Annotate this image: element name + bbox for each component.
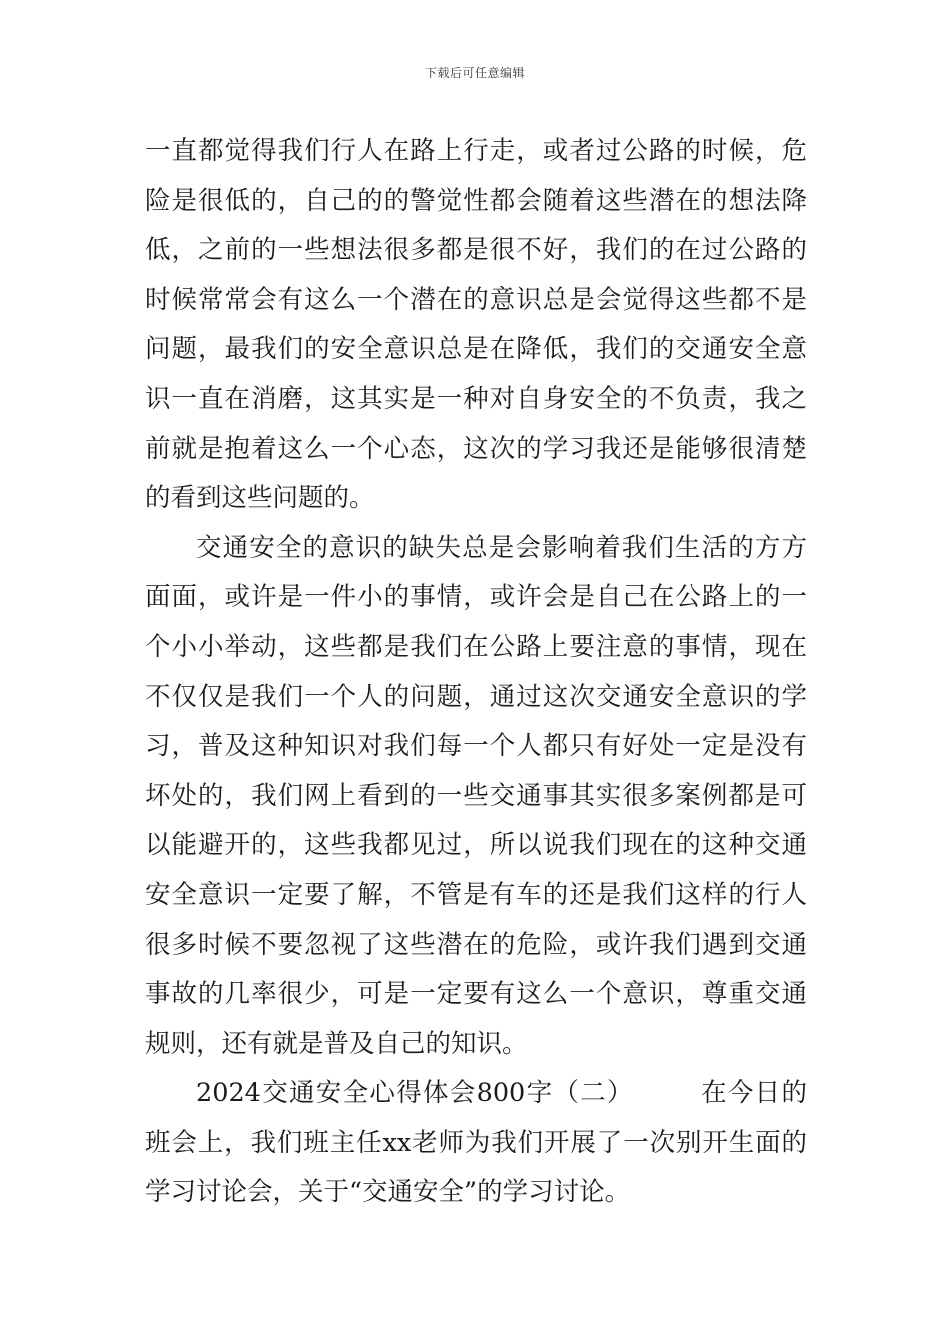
paragraph-2: 交通安全的意识的缺失总是会影响着我们生活的方方面面，或许是一件小的事情，或许会是自己在公路上的一个小小举动，这些都是我们在公路上要注意的事情，现在不仅仅是我们一个人的问题，通过这次交通安全意识的学习，普及这种知识对我们每一个人都只有好处一定是没有坏处的，我们网上看到的一些交通事其实很多案例都是可以能避开的，这些我都见过，所以说我们现在的这种交通安全意识一定要了解，不管是有车的还是我们这样的行人很多时候不要忽视了这些潜在的危险，或许我们遇到交通事故的几率很少，可是一定要有这么一个意识，尊重交通规则，还有就是普及自己的知识。 — [145, 532, 807, 1059]
paragraph-1: 一直都觉得我们行人在路上行走，或者过公路的时候，危险是很低的，自己的的警觉性都会随着这些潜在的想法降低，之前的一些想法很多都是很不好，我们的在过公路的时候常常会有这么一个潜在的意识总是会觉得这些都不是问题，最我们的安全意识总是在降低，我们的交通安全意识一直在消磨，这其实是一种对自身安全的不负责，我之前就是抱着这么一个心态，这次的学习我还是能够很清楚的看到这些问题的。 — [145, 136, 807, 514]
page-header: 下载后可任意编辑 — [424, 66, 525, 80]
section-text: 在今日的班会上，我们班主任xx老师为我们开展了一次别开生面的学习讨论会，关于“交通安全”的学习讨论。 — [145, 1078, 807, 1208]
section-title: 2024交通安全心得体会800字（二） — [196, 1078, 634, 1109]
document-body — [145, 127, 807, 1218]
paragraph-3 — [145, 1069, 807, 1218]
